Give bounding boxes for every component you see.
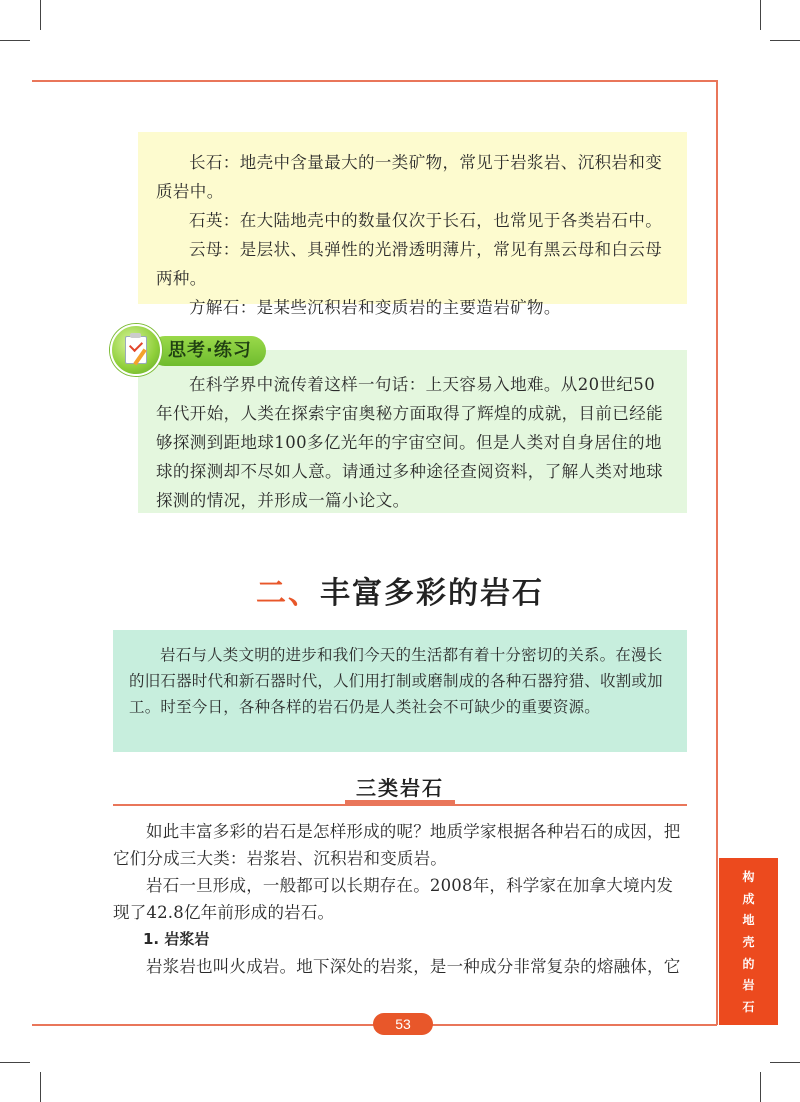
crop-mark bbox=[760, 1072, 761, 1102]
crop-mark bbox=[770, 1062, 800, 1063]
item-heading: 1. 岩浆岩 bbox=[143, 930, 210, 948]
crop-mark bbox=[0, 1062, 30, 1063]
exercise-box bbox=[138, 350, 687, 513]
page-number: 53 bbox=[373, 1013, 433, 1035]
glossary-feldspar: 长石：地壳中含量最大的一类矿物，常见于岩浆岩、沉积岩和变质岩中。 bbox=[156, 153, 663, 201]
glossary-calcite: 方解石：是某些沉积岩和变质岩的主要造岩矿物。 bbox=[189, 298, 561, 317]
subsection-rule-accent bbox=[345, 800, 455, 806]
subsection-title: 三类岩石 bbox=[356, 776, 444, 800]
body-text bbox=[113, 818, 687, 980]
section-title-text: 丰富多彩的岩石 bbox=[320, 576, 544, 611]
mineral-glossary-box bbox=[138, 132, 687, 317]
crop-mark bbox=[760, 0, 761, 30]
body-paragraph: 如此丰富多彩的岩石是怎样形成的呢？地质学家根据各种岩石的成因，把它们分成三大类：岩浆岩、沉积岩和变质岩。 bbox=[113, 822, 681, 868]
side-tab-char: 地 bbox=[742, 913, 755, 928]
section-title bbox=[0, 568, 800, 612]
crop-mark bbox=[0, 40, 30, 41]
section-number: 二、 bbox=[256, 576, 320, 611]
side-tab-char: 成 bbox=[742, 891, 755, 906]
body-paragraph: 岩石一旦形成，一般都可以长期存在。2008年，科学家在加拿大境内发现了42.8亿年前形成的岩石。 bbox=[113, 876, 674, 922]
top-rule bbox=[32, 80, 717, 82]
clipboard-icon bbox=[110, 324, 162, 376]
side-tab-char: 壳 bbox=[742, 934, 755, 949]
body-paragraph: 岩浆岩也叫火成岩。地下深处的岩浆，是一种成分非常复杂的熔融体，它 bbox=[146, 957, 681, 976]
intro-box bbox=[113, 630, 687, 752]
side-tab-char: 石 bbox=[742, 999, 755, 1014]
exercise-text: 在科学界中流传着这样一句话：上天容易入地难。从20世纪50年代开始，人类在探索宇宙奥秘方面取得了辉煌的成就，目前已经能够探测到距地球100多亿光年的宇宙空间。但是人类对自身居住的地球的探测却不尽如人意。请通过多种途径查阅资料，了解人类对地球探测的情况，并形成一篇小论文。 bbox=[156, 375, 663, 510]
crop-mark bbox=[40, 0, 41, 30]
crop-mark bbox=[770, 40, 800, 41]
glossary-quartz: 石英：在大陆地壳中的数量仅次于长石，也常见于各类岩石中。 bbox=[189, 211, 663, 230]
chapter-side-tab bbox=[719, 858, 778, 1025]
side-tab-char: 的 bbox=[742, 956, 755, 971]
side-tab-char: 岩 bbox=[742, 978, 755, 993]
exercise-badge-label: 思考·练习 bbox=[150, 336, 266, 366]
side-tab-char: 构 bbox=[742, 870, 755, 885]
exercise-badge bbox=[110, 322, 280, 374]
crop-mark bbox=[40, 1072, 41, 1102]
intro-text: 岩石与人类文明的进步和我们今天的生活都有着十分密切的关系。在漫长的旧石器时代和新石器时代，人们用打制或磨制成的各种石器狩猎、收割或加工。时至今日，各种各样的岩石仍是人类社会不可缺少的重要资源。 bbox=[129, 646, 663, 716]
glossary-mica: 云母：是层状、具弹性的光滑透明薄片，常见有黑云母和白云母两种。 bbox=[156, 240, 663, 288]
right-rule bbox=[716, 80, 718, 1025]
